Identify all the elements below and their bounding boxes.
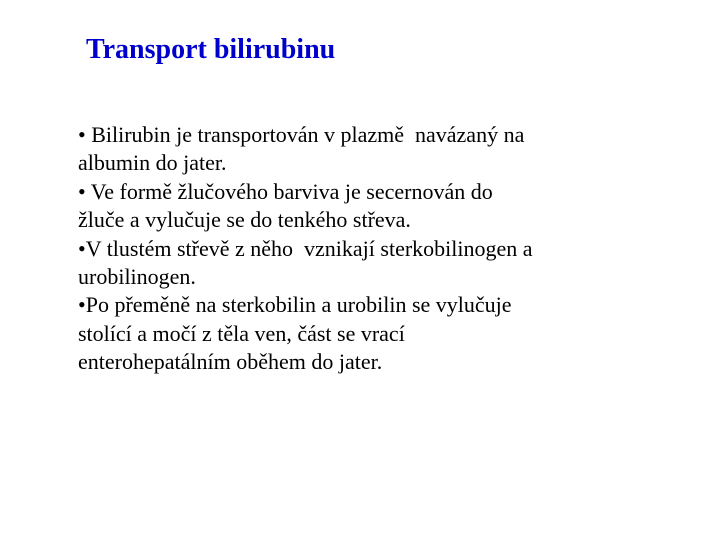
body-line: enterohepatálním oběhem do jater. <box>78 349 383 375</box>
body-line: albumin do jater. <box>78 150 227 176</box>
body-line: • Ve formě žlučového barviva je secernován do <box>78 178 493 204</box>
body-line: urobilinogen. <box>78 263 196 289</box>
body-line: •V tlustém střevě z něho vznikají sterkobilinogen a <box>78 235 533 261</box>
body-line: žluče a vylučuje se do tenkého střeva. <box>78 207 411 233</box>
body-line: •Po přeměně na sterkobilin a urobilin se vylučuje <box>78 292 512 318</box>
body-line: stolící a močí z těla ven, část se vrací <box>78 320 405 346</box>
body-line: • Bilirubin je transportován v plazmě navázaný na <box>78 122 525 147</box>
slide-body <box>78 121 698 377</box>
slide-title: Transport bilirubinu <box>86 34 336 65</box>
